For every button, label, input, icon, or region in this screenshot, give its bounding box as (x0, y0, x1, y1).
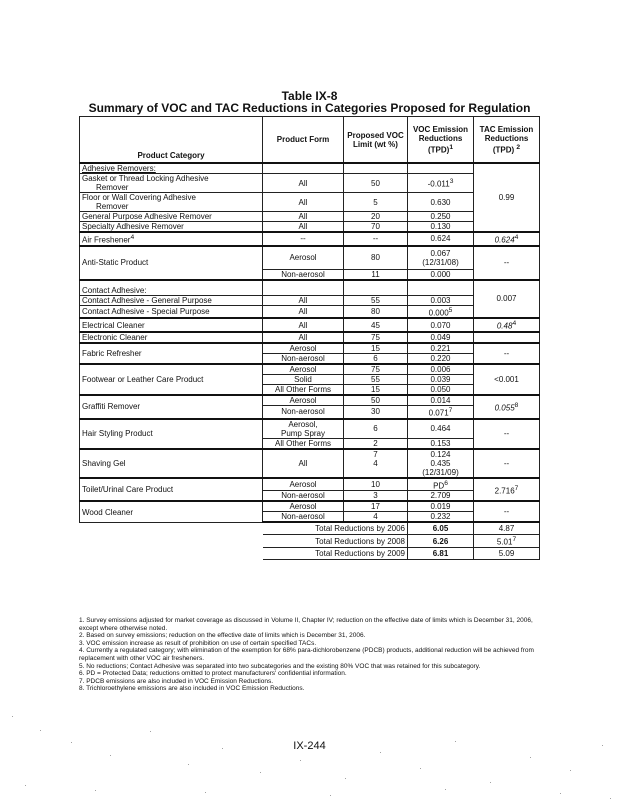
form-cell: Non-aerosol (263, 353, 344, 364)
tac-sup: 8 (514, 401, 519, 409)
table-row (80, 246, 540, 270)
limit-cell: 80 (344, 246, 408, 270)
limit-value-2: 4 (373, 458, 378, 468)
total-row (80, 547, 540, 559)
form-cell: All (263, 174, 344, 193)
total-tac: 4.87 (474, 522, 540, 535)
limit-cell: 10 (344, 478, 408, 491)
total-label: Total Reductions by 2008 (263, 535, 408, 548)
tac-value: 2.716 (494, 486, 515, 496)
cell-empty (344, 280, 408, 296)
total-voc: 6.26 (408, 535, 474, 548)
form-cell: All (263, 222, 344, 233)
form-text-cont: Pump Spray (280, 428, 326, 438)
category-cell: Specialty Adhesive Remover (80, 222, 263, 233)
table-row (80, 395, 540, 406)
adhesive-removers-heading (80, 163, 263, 174)
limit-spacer (346, 468, 405, 477)
category-cell: Toilet/Urinal Care Product (80, 478, 263, 502)
limit-cell: 2 (344, 438, 408, 449)
voc-cell (408, 305, 474, 318)
contact-adhesive-tac: 0.007 (474, 280, 540, 319)
form-cell: -- (263, 232, 344, 246)
voc-cell: 0.014 (408, 395, 474, 406)
total-label: Total Reductions by 2006 (263, 522, 408, 535)
table-title: Summary of VOC and TAC Reductions in Categories Proposed for Regulation (88, 101, 531, 115)
form-cell: All (263, 212, 344, 222)
form-cell: All (263, 305, 344, 318)
category-cell: General Purpose Adhesive Remover (80, 212, 263, 222)
tac-value: 0.055 (494, 403, 515, 413)
form-cell: Aerosol (263, 501, 344, 512)
tac-cell: -- (474, 501, 540, 522)
cell-empty (408, 163, 474, 174)
total-tac (474, 535, 540, 548)
voc-cell: -0.011$^3$ (408, 174, 474, 193)
voc-cell: 0.220 (408, 353, 474, 364)
cell-empty (344, 163, 408, 174)
table-row (80, 305, 540, 318)
header-voc (408, 117, 474, 164)
footnote: 7. PDCB emissions are also included in VOC Emission Reductions. (79, 677, 274, 685)
cell-empty (80, 547, 263, 559)
limit-cell: -- (344, 232, 408, 246)
form-cell: Aerosol (263, 246, 344, 270)
category-cell: Electrical Cleaner (80, 318, 263, 332)
footnote: 5. No reductions; Contact Adhesive was separated into two subcategories and the existing 80% VOC that was retained for this subcategory. (79, 662, 481, 670)
category-cell: Hair Styling Product (80, 419, 263, 449)
limit-cell: 6 (344, 419, 408, 439)
voc-date: (12/31/08) (422, 257, 459, 267)
footnote: 2. Based on survey emissions; reduction on the effective date of limits which is December 31, 2006. (79, 632, 366, 640)
voc-cell: 0.130 (408, 222, 474, 233)
category-cell (80, 232, 263, 246)
table-row (80, 501, 540, 512)
limit-cell: 50 (344, 174, 408, 193)
voc-cell: 2.709 (408, 491, 474, 502)
tac-cell (474, 395, 540, 419)
footnote: 8. Trichloroethylene emissions are also included in VOC Emission Reductions. (79, 685, 305, 693)
total-voc: 6.05 (408, 522, 474, 535)
limit-cell (344, 449, 408, 478)
voc-cell: 0.464 (408, 419, 474, 439)
form-cell: Non-aerosol (263, 405, 344, 418)
tac-sup: 7 (514, 484, 519, 492)
category-cell: Fabric Refresher (80, 343, 263, 364)
table-row (80, 343, 540, 354)
category-text: Air Freshener (82, 235, 131, 245)
limit-cell: 5 (344, 193, 408, 212)
voc-sup: 6 (444, 479, 448, 487)
footnotes (79, 617, 539, 693)
voc-cell: 0.006 (408, 364, 474, 375)
voc-cell: 0.050 (408, 384, 474, 395)
limit-cell: 75 (344, 364, 408, 375)
table-row (80, 332, 540, 343)
tac-cell (474, 478, 540, 502)
form-cell: Solid (263, 374, 344, 384)
voc-value: 0.071 (428, 408, 449, 418)
table-row (80, 419, 540, 439)
category-text-cont: Remover (96, 202, 129, 211)
header-row (80, 117, 540, 164)
limit-cell: 3 (344, 491, 408, 502)
limit-cell: 11 (344, 269, 408, 280)
cell-empty (80, 522, 263, 535)
voc-value: 0.124 (430, 449, 451, 459)
voc-cell (408, 478, 474, 491)
form-text: Aerosol, (288, 419, 318, 429)
category-cell: Graffiti Remover (80, 395, 263, 419)
table-row (80, 449, 540, 478)
voc-cell: 0.003 (408, 295, 474, 305)
table-number: Table IX-8 (281, 89, 338, 103)
table-row (80, 295, 540, 305)
header-category: Product Category (80, 117, 263, 164)
voc-cell: 0.221 (408, 343, 474, 354)
voc-value: PD (433, 481, 445, 491)
header-voc-sup: 1 (449, 143, 454, 151)
category-text-cont: Remover (96, 183, 129, 192)
voc-cell (408, 246, 474, 270)
voc-value: 0.067 (430, 248, 451, 258)
voc-cell: 0.630 (408, 193, 474, 212)
footnote: 1. Survey emissions adjusted for market coverage as discussed in Volume II, Chapter IV; reduction on the effective date of limits which is December 31, 2006, except where otherwise noted. (79, 617, 533, 632)
voc-cell: 0.039 (408, 374, 474, 384)
table-row (80, 174, 540, 193)
voc-sup: 7 (448, 406, 453, 414)
contact-adhesive-heading: Contact Adhesive: (80, 280, 263, 296)
tac-sup: 4 (512, 320, 517, 328)
total-voc: 6.81 (408, 547, 474, 559)
voc-cell: 0.250 (408, 212, 474, 222)
category-cell: Shaving Gel (80, 449, 263, 478)
form-cell: Aerosol (263, 364, 344, 375)
limit-cell: 55 (344, 374, 408, 384)
voc-value: 0.000 (428, 308, 449, 318)
table-row (80, 318, 540, 332)
voc-sup: 3 (449, 178, 454, 186)
form-cell (263, 419, 344, 439)
total-tac-value: 5.01 (496, 537, 513, 547)
form-cell: Aerosol (263, 478, 344, 491)
voc-cell: 0.019 (408, 501, 474, 512)
adhesive-removers-tac: 0.99 (474, 163, 540, 232)
tac-cell (474, 232, 540, 246)
form-cell: Aerosol (263, 395, 344, 406)
table-row (80, 212, 540, 222)
tac-cell: <0.001 (474, 364, 540, 395)
header-tac-text: TAC Emission Reductions (TPD) (479, 124, 534, 155)
form-cell: All Other Forms (263, 384, 344, 395)
tac-cell: -- (474, 246, 540, 280)
voc-cell (408, 405, 474, 418)
header-form: Product Form (263, 117, 344, 164)
voc-tac-table (79, 116, 540, 560)
cell-empty (80, 535, 263, 548)
header-voc-text: VOC Emission Reductions (TPD) (412, 124, 469, 155)
limit-value: 7 (373, 449, 378, 459)
form-cell: Non-aerosol (263, 491, 344, 502)
voc-sup: 5 (448, 306, 453, 314)
table-row (80, 232, 540, 246)
form-cell: All (263, 318, 344, 332)
table-row (80, 163, 540, 174)
total-tac: 5.09 (474, 547, 540, 559)
tac-cell: -- (474, 449, 540, 478)
total-row (80, 522, 540, 535)
voc-date: (12/31/09) (422, 467, 459, 477)
table-row (80, 364, 540, 375)
tac-cell: -- (474, 419, 540, 449)
cell-empty (408, 280, 474, 296)
voc-cell: 0.049 (408, 332, 474, 343)
limit-cell: 50 (344, 395, 408, 406)
form-cell: Aerosol (263, 343, 344, 354)
adhesive-removers-heading-text: Adhesive Removers: (82, 164, 156, 173)
tac-cell (474, 318, 540, 332)
limit-cell: 75 (344, 332, 408, 343)
limit-cell: 17 (344, 501, 408, 512)
limit-cell: 6 (344, 353, 408, 364)
category-cell: Electronic Cleaner (80, 332, 263, 343)
limit-cell: 15 (344, 384, 408, 395)
header-tac (474, 117, 540, 164)
category-cell (80, 193, 263, 212)
footnote: 6. PD = Protected Data; reductions omitted to protect manufacturers' confidential information. (79, 670, 347, 678)
page-number: IX-244 (293, 740, 326, 752)
header-tac-sup: 2 (516, 143, 521, 151)
category-cell: Contact Adhesive - Special Purpose (80, 305, 263, 318)
limit-cell: 45 (344, 318, 408, 332)
limit-cell: 15 (344, 343, 408, 354)
total-label: Total Reductions by 2009 (263, 547, 408, 559)
voc-cell (408, 449, 474, 478)
voc-value: 0.011 (430, 179, 450, 189)
category-cell: Anti-Static Product (80, 246, 263, 280)
total-tac-sup: 7 (512, 536, 517, 544)
form-cell: Non-aerosol (263, 512, 344, 523)
form-cell: All (263, 193, 344, 212)
category-text: Floor or Wall Covering Adhesive (82, 193, 196, 202)
category-sup: 4 (130, 234, 135, 241)
limit-cell: 4 (344, 512, 408, 523)
table-row (80, 280, 540, 296)
form-cell: All (263, 295, 344, 305)
form-cell: All (263, 449, 344, 478)
form-cell: All (263, 332, 344, 343)
total-row (80, 535, 540, 548)
category-cell: Contact Adhesive - General Purpose (80, 295, 263, 305)
voc-cell: 0.153 (408, 438, 474, 449)
voc-cell: 0.070 (408, 318, 474, 332)
limit-cell: 55 (344, 295, 408, 305)
category-cell: Wood Cleaner (80, 501, 263, 522)
voc-value-2: 0.435 (430, 458, 451, 468)
footnote: 3. VOC emission increase as result of prohibition on use of certain specified TACs. (79, 639, 317, 647)
table-row (80, 478, 540, 491)
tac-sup: 4 (514, 234, 519, 241)
table-row (80, 222, 540, 233)
limit-cell: 80 (344, 305, 408, 318)
tac-value: 0.48 (496, 321, 513, 331)
form-cell: Non-aerosol (263, 269, 344, 280)
header-limit: Proposed VOC Limit (wt %) (344, 117, 408, 164)
category-cell (80, 174, 263, 193)
tac-cell: -- (474, 343, 540, 364)
voc-cell: 0.624 (408, 232, 474, 246)
category-cell: Footwear or Leather Care Product (80, 364, 263, 395)
limit-cell: 30 (344, 405, 408, 418)
table-row (80, 193, 540, 212)
cell-empty (263, 163, 344, 174)
tac-cell (474, 332, 540, 343)
tac-value: 0.624 (494, 235, 515, 245)
category-text: Gasket or Thread Locking Adhesive (82, 174, 209, 183)
voc-cell: 0.000 (408, 269, 474, 280)
limit-cell: 20 (344, 212, 408, 222)
voc-cell: 0.232 (408, 512, 474, 523)
footnote: 4. Currently a regulated category; with elimination of the exemption for 68% para-dichlorobenzene (PDCB) products, additional reduction will be achieved from replacement with other VOC air fresheners. (79, 647, 534, 662)
form-cell: All Other Forms (263, 438, 344, 449)
limit-cell: 70 (344, 222, 408, 233)
cell-empty (263, 280, 344, 296)
